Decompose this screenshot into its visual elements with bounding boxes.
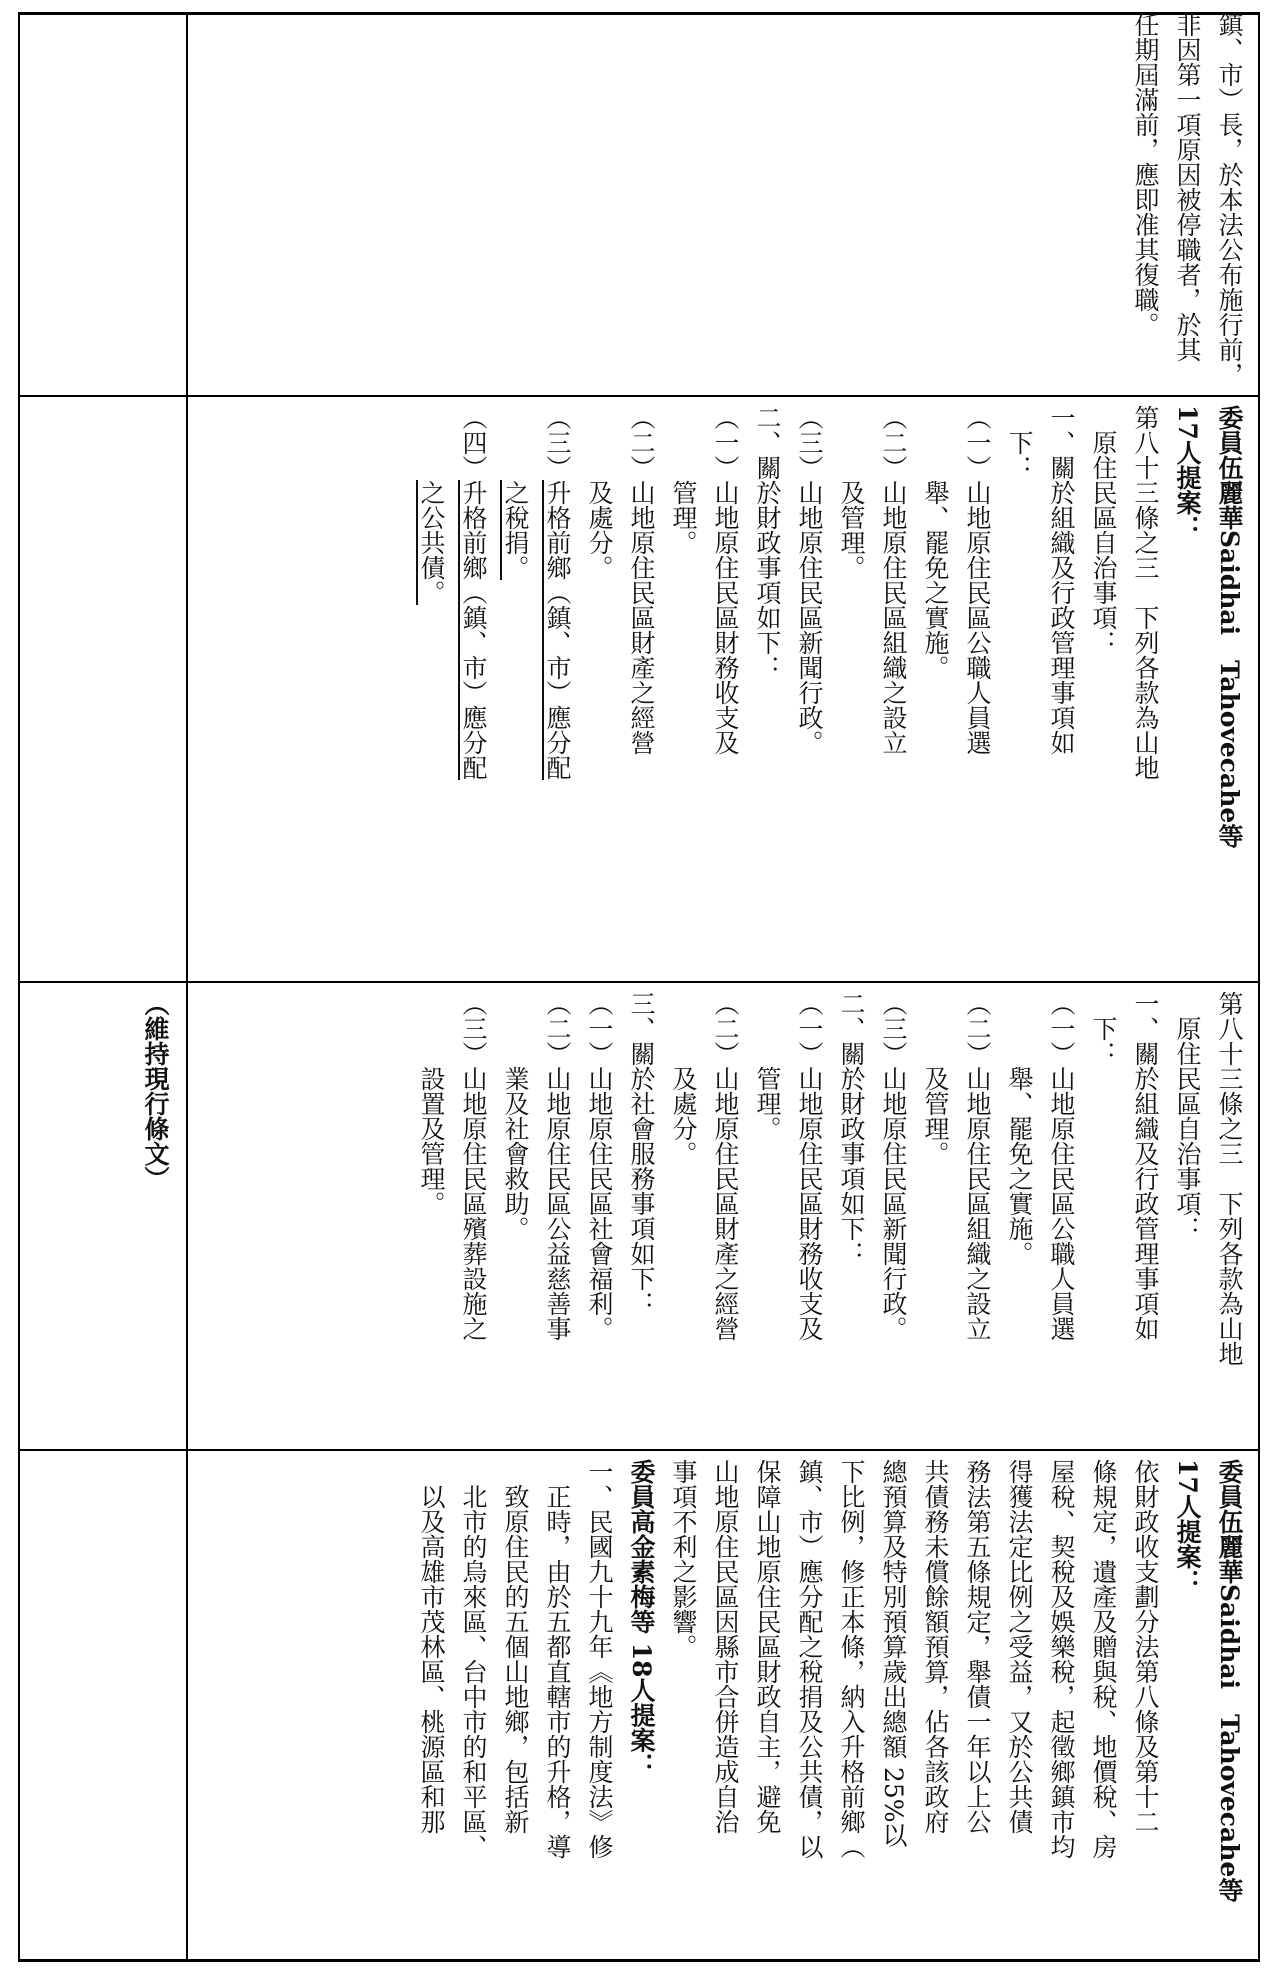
line: （三）山地原住民區殯葬設施之 (459, 991, 488, 1341)
line: 第八十三條之三 下列各款為山地 (1215, 991, 1244, 1366)
line: 正時，由於五都直轄市的升格，導 (543, 1484, 572, 1859)
line: 一、關於組織及行政管理事項如 (1131, 991, 1160, 1341)
line: 一、關於組織及行政管理事項如 (1047, 405, 1076, 755)
line: （一）山地原住民區社會福利。 (585, 991, 614, 1341)
section-continuation (1088, 12, 1260, 395)
underlined-amendment: 升格前鄉（鎮、市）應分配 (543, 480, 572, 780)
line: 保障山地原住民區財政自主，避免 (753, 1459, 782, 1834)
explanation-heading-2: 委員高金素梅等 18人提案： (627, 1459, 656, 1778)
line: （一）山地原住民區公職人員選 (1047, 991, 1076, 1341)
retain-current-label: （維持現行條文） (141, 991, 170, 1191)
explanation-heading: 委員伍麗華Saidhai Tahovecahe等 (1215, 1459, 1244, 1903)
proposal-heading-count: 17人提案： (1173, 405, 1202, 540)
document-sheet (18, 12, 1260, 1962)
line: 務法第五條規定，舉債一年以上公 (963, 1459, 992, 1834)
line: 原住民區自治事項： (1089, 430, 1118, 655)
line: 鎮、市）應分配之稅捐及公共債，以 (795, 1459, 824, 1859)
line (536, 405, 578, 989)
line: 及處分。 (669, 1066, 698, 1166)
line: 山地原住民區因縣市合併造成自治 (711, 1459, 740, 1834)
line: （二）山地原住民區組織之設立 (879, 405, 908, 755)
table-top-border (18, 12, 1260, 15)
line: 任期屆滿前，應即准其復職。 (1131, 12, 1160, 337)
line: 及管理。 (837, 480, 866, 580)
line: 舉、罷免之實施。 (1005, 1066, 1034, 1266)
line: （二）山地原住民區公益慈善事 (543, 991, 572, 1341)
line (452, 405, 494, 989)
underlined-amendment: 之公共債。 (417, 480, 446, 605)
line: （一）山地原住民區財務收支及 (795, 991, 824, 1341)
line: 及管理。 (921, 1066, 950, 1166)
line: 管理。 (669, 480, 698, 555)
line: 管理。 (753, 1066, 782, 1141)
line: （二）山地原住民區組織之設立 (963, 991, 992, 1341)
underlined-amendment: 之稅捐。 (501, 480, 530, 580)
line: 三、關於社會服務事項如下： (627, 991, 656, 1316)
item-marker: （三） (543, 405, 572, 480)
line: （二）山地原住民區財產之經營 (711, 991, 740, 1341)
line: （三）山地原住民區新聞行政。 (879, 991, 908, 1341)
item-marker: （四） (459, 405, 488, 480)
line: 總預算及特別預算歲出總額 25%以 (879, 1459, 908, 1848)
line: 舉、罷免之實施。 (921, 480, 950, 680)
line: 事項不利之影響。 (669, 1459, 698, 1659)
section-explanation (188, 1451, 1260, 1960)
explanation-heading-count: 17人提案： (1173, 1459, 1202, 1594)
line: 非因第一項原因被停職者，於其 (1173, 12, 1202, 362)
line: 及處分。 (585, 480, 614, 580)
line: 業及社會救助。 (501, 1066, 530, 1241)
section-retain-label (18, 983, 186, 1449)
section-proposal-saidhai (188, 397, 1260, 981)
line: 設置及管理。 (417, 1066, 446, 1216)
line: 一、民國九十九年《地方制度法》修 (585, 1459, 614, 1859)
line: 條規定，遺產及贈與稅、地價稅、房 (1089, 1459, 1118, 1859)
line: 二、關於財政事項如下： (753, 405, 782, 680)
line: 依財政收支劃分法第八條及第十二 (1131, 1459, 1160, 1834)
line: 屋稅、契稅及娛樂稅，起徵鄉鎮市均 (1047, 1459, 1076, 1859)
line: 以及高雄市茂林區、桃源區和那 (417, 1484, 446, 1834)
line: （三）山地原住民區新聞行政。 (795, 405, 824, 755)
line: 得獲法定比例之受益，又於公共債 (1005, 1459, 1034, 1834)
line: 下比例，修正本條，納入升格前鄉（ (837, 1459, 866, 1859)
section-current-article (188, 983, 1260, 1449)
line: 原住民區自治事項： (1173, 1016, 1202, 1241)
line: （二）山地原住民區財產之經營 (627, 405, 656, 755)
line: 鎮、市）長，於本法公布施行前， (1215, 12, 1244, 387)
line: 致原住民的五個山地鄉，包括新 (501, 1484, 530, 1834)
line: （一）山地原住民區財務收支及 (711, 405, 740, 755)
line: 下： (1089, 1016, 1118, 1066)
line: （一）山地原住民區公職人員選 (963, 405, 992, 755)
proposal-heading: 委員伍麗華Saidhai Tahovecahe等 (1215, 405, 1244, 849)
underlined-amendment: 升格前鄉（鎮、市）應分配 (459, 480, 488, 780)
line: 北市的烏來區、台中市的和平區、 (459, 1484, 488, 1859)
line: 二、關於財政事項如下： (837, 991, 866, 1266)
line: 共債務未償餘額預算，佔各該政府 (921, 1459, 950, 1834)
line: 第八十三條之三 下列各款為山地 (1131, 405, 1160, 780)
line: 下： (1005, 430, 1034, 480)
